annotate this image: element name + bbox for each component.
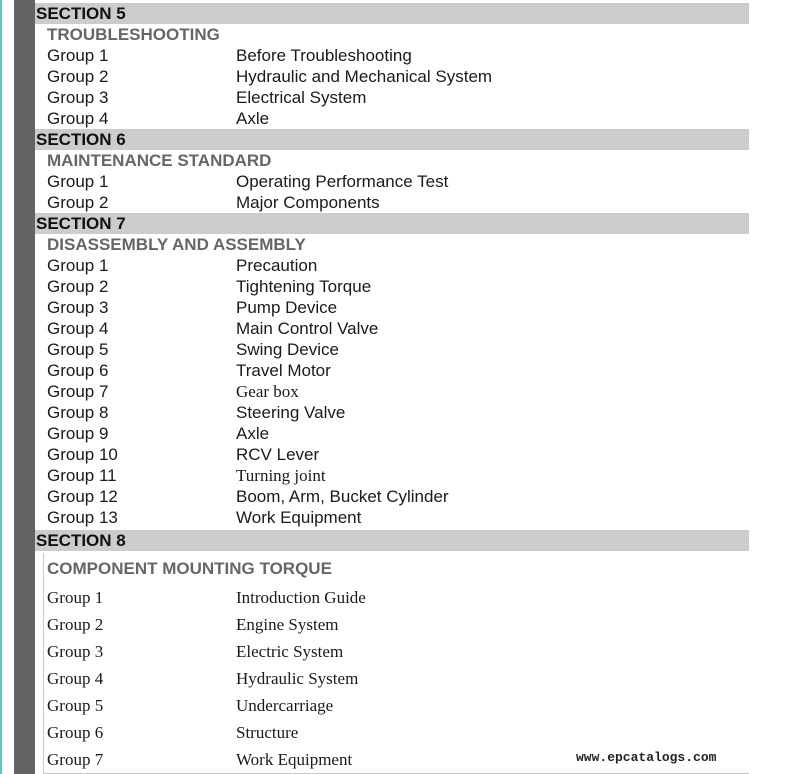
topic-label: Axle xyxy=(236,109,270,128)
topic-label: Operating Performance Test xyxy=(236,172,449,191)
toc-row[interactable] xyxy=(47,276,749,297)
group-label: Group 1 xyxy=(47,588,104,607)
section-title[interactable]: DISASSEMBLY AND ASSEMBLY xyxy=(47,235,306,254)
topic-label: Structure xyxy=(236,723,299,742)
topic-label: Hydraulic and Mechanical System xyxy=(236,67,493,86)
group-label: Group 4 xyxy=(47,319,109,338)
section-header[interactable]: SECTION 7 xyxy=(35,213,749,234)
group-label: Group 2 xyxy=(47,193,109,212)
topic-label: Engine System xyxy=(236,615,339,634)
toc-row[interactable] xyxy=(47,402,749,423)
group-label: Group 12 xyxy=(47,487,118,506)
topic-label: Major Components xyxy=(236,193,380,212)
topic-label: Boom, Arm, Bucket Cylinder xyxy=(236,487,449,506)
toc-content xyxy=(35,3,749,774)
left-gray-bar xyxy=(14,0,35,774)
toc-row[interactable] xyxy=(47,66,749,87)
group-label: Group 2 xyxy=(47,67,109,86)
group-label: Group 8 xyxy=(47,403,109,422)
toc-row[interactable] xyxy=(47,719,749,746)
topic-label: RCV Lever xyxy=(236,445,320,464)
topic-label: Axle xyxy=(236,424,270,443)
section-header[interactable]: SECTION 6 xyxy=(35,129,749,150)
toc-row[interactable] xyxy=(47,584,749,611)
section-header[interactable]: SECTION 8 xyxy=(35,530,749,551)
group-label: Group 13 xyxy=(47,508,118,527)
accent-line xyxy=(0,0,2,774)
toc-row[interactable] xyxy=(47,692,749,719)
group-label: Group 5 xyxy=(47,340,109,359)
toc-row[interactable] xyxy=(47,611,749,638)
group-label: Group 6 xyxy=(47,723,104,742)
toc-row[interactable] xyxy=(47,465,749,486)
topic-label: Tightening Torque xyxy=(236,277,372,296)
group-label: Group 1 xyxy=(47,256,109,275)
group-label: Group 3 xyxy=(47,88,109,107)
toc-row[interactable] xyxy=(47,339,749,360)
section-body xyxy=(35,234,749,528)
group-label: Group 7 xyxy=(47,382,109,401)
toc-row[interactable] xyxy=(47,638,749,665)
topic-label: Before Troubleshooting xyxy=(236,46,412,65)
watermark: www.epcatalogs.com xyxy=(576,750,717,765)
toc-row[interactable] xyxy=(47,45,749,66)
group-label: Group 1 xyxy=(47,46,109,65)
toc-row[interactable] xyxy=(47,381,749,402)
topic-label: Work Equipment xyxy=(236,750,353,769)
group-label: Group 6 xyxy=(47,361,109,380)
topic-label: Travel Motor xyxy=(236,361,331,380)
group-label: Group 1 xyxy=(47,172,109,191)
topic-label: Turning joint xyxy=(236,466,326,485)
group-label: Group 3 xyxy=(47,298,109,317)
section-header[interactable]: SECTION 5 xyxy=(35,3,749,24)
toc-row[interactable] xyxy=(47,192,749,213)
topic-label: Steering Valve xyxy=(236,403,346,422)
topic-label: Work Equipment xyxy=(236,508,362,527)
topic-label: Pump Device xyxy=(236,298,338,317)
toc-row[interactable] xyxy=(47,507,749,528)
topic-label: Undercarriage xyxy=(236,696,334,715)
topic-label: Swing Device xyxy=(236,340,339,359)
section-body xyxy=(35,24,749,129)
toc-row[interactable] xyxy=(47,665,749,692)
topic-label: Electric System xyxy=(236,642,344,661)
toc-row[interactable] xyxy=(47,486,749,507)
group-label: Group 3 xyxy=(47,642,104,661)
group-label: Group 7 xyxy=(47,750,104,769)
toc-row[interactable] xyxy=(47,108,749,129)
topic-label: Electrical System xyxy=(236,88,367,107)
group-label: Group 4 xyxy=(47,669,104,688)
topic-label: Main Control Valve xyxy=(236,319,379,338)
section-title[interactable]: COMPONENT MOUNTING TORQUE xyxy=(47,559,332,578)
toc-row[interactable] xyxy=(47,360,749,381)
section-body xyxy=(35,150,749,213)
toc-row[interactable] xyxy=(47,444,749,465)
group-label: Group 9 xyxy=(47,424,109,443)
group-label: Group 5 xyxy=(47,696,104,715)
topic-label: Gear box xyxy=(236,382,299,401)
toc-row[interactable] xyxy=(47,423,749,444)
group-label: Group 11 xyxy=(47,466,117,485)
group-label: Group 2 xyxy=(47,277,109,296)
group-label: Group 10 xyxy=(47,445,118,464)
section-title[interactable]: TROUBLESHOOTING xyxy=(47,25,220,44)
topic-label: Introduction Guide xyxy=(236,588,366,607)
toc-row[interactable] xyxy=(47,87,749,108)
topic-label: Precaution xyxy=(236,256,318,275)
topic-label: Hydraulic System xyxy=(236,669,359,688)
toc-row[interactable] xyxy=(47,318,749,339)
group-label: Group 4 xyxy=(47,109,109,128)
toc-row[interactable] xyxy=(47,255,749,276)
group-label: Group 2 xyxy=(47,615,104,634)
section-title[interactable]: MAINTENANCE STANDARD xyxy=(47,151,272,170)
toc-row[interactable] xyxy=(47,171,749,192)
toc-row[interactable] xyxy=(47,297,749,318)
section-body xyxy=(43,553,749,774)
